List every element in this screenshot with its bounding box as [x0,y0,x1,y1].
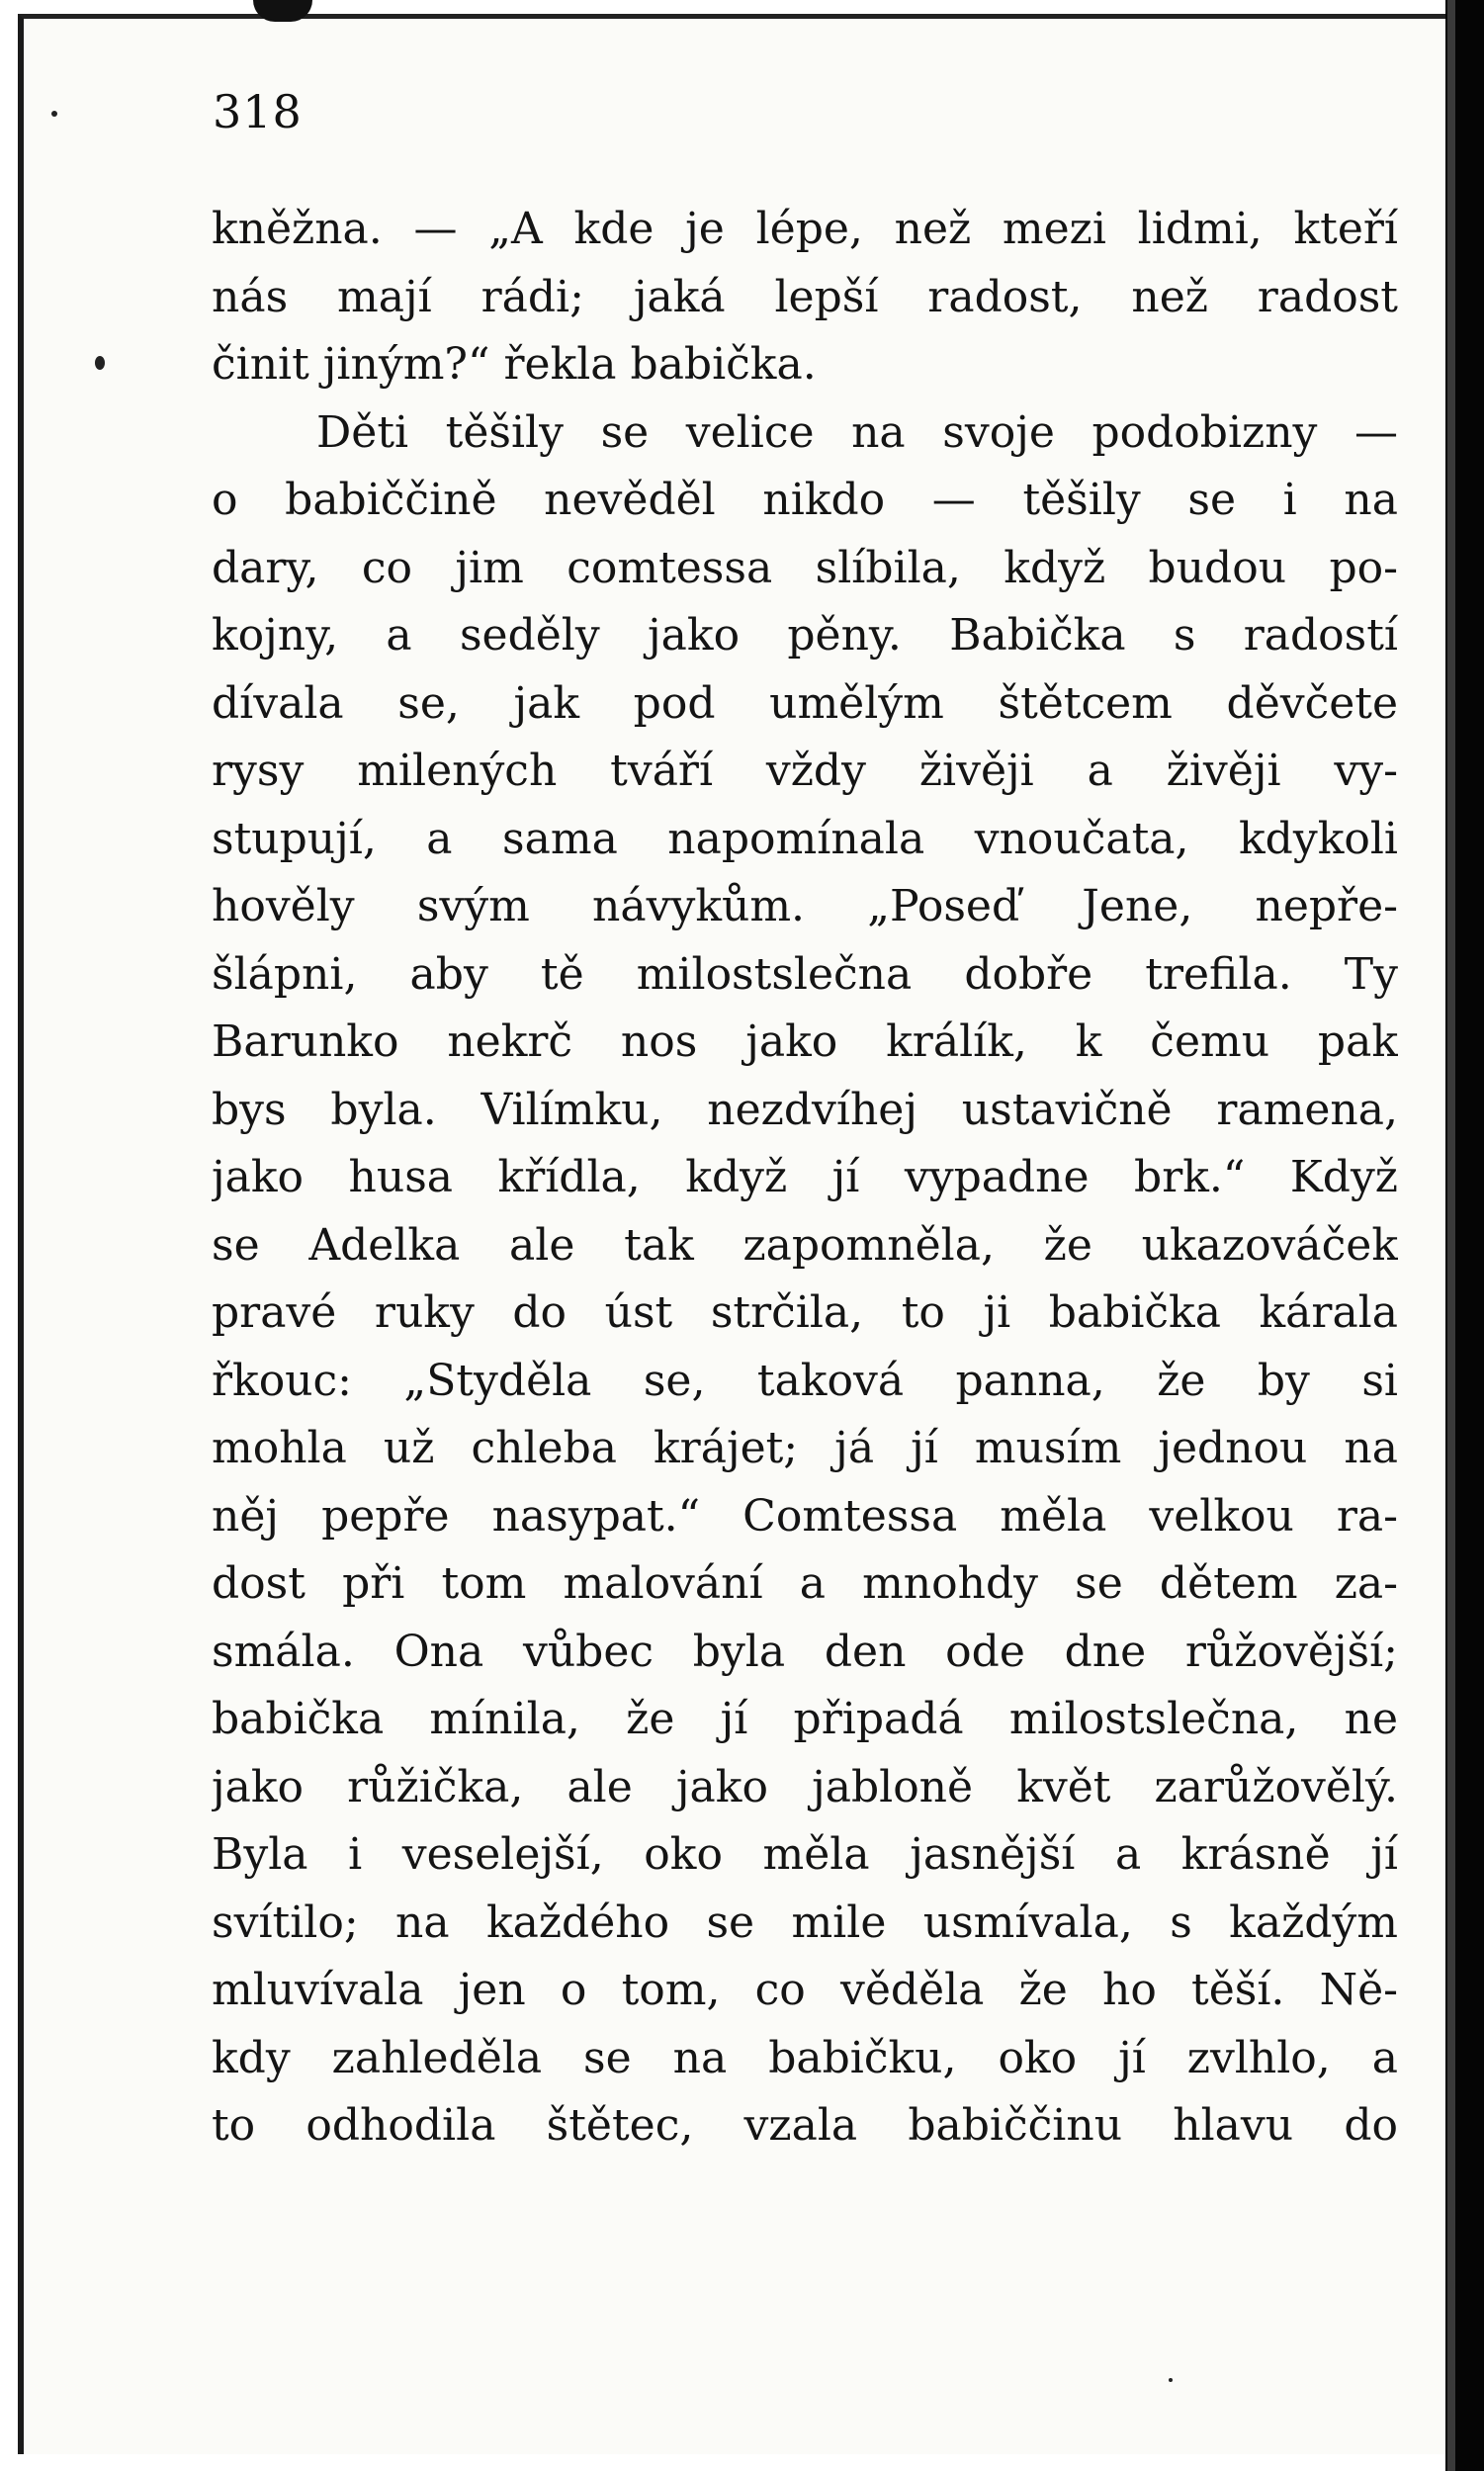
text-line: Byla i veselejší, oko měla jasnější a krásně jí [212,1829,1398,1880]
ink-speck [95,356,105,370]
text-line: řkouc: „Styděla se, taková panna, že by si [212,1355,1398,1406]
text-line: kněžna. — „A kde je lépe, než mezi lidmi, kteří [212,204,1398,254]
text-line: Barunko nekrč nos jako králík, k čemu pak [212,1016,1398,1067]
text-line: kdy zahleděla se na babičku, oko jí zvlhlo, a [212,2032,1398,2083]
text-line: jako růžička, ale jako jabloně květ zarůžovělý. [212,1761,1398,1812]
page-edge-highlight [1447,0,1455,2471]
text-line: babička mínila, že jí připadá milostslečna, ne [212,1694,1398,1744]
text-line: se Adelka ale tak zapomněla, že ukazováček [212,1219,1398,1271]
text-line: svítilo; na každého se mile usmívala, s každým [212,1897,1398,1948]
text-line: to odhodila štětec, vzala babiččinu hlavu do [212,2100,1398,2151]
body-text [212,196,1398,2161]
text-line: Děti těšily se velice na svoje podobizny — [316,406,1398,458]
text-line: o babiččině nevěděl nikdo — těšily se i na [212,475,1398,525]
text-line: něj pepře nasypat.“ Comtessa měla velkou ra- [212,1490,1398,1542]
text-line: dary, co jim comtessa slíbila, když budou po- [212,542,1398,593]
text-line: šlápni, aby tě milostslečna dobře trefila. Ty [212,948,1398,1000]
ink-speck [51,111,57,117]
text-line: mohla už chleba krájet; já jí musím jednou na [212,1423,1398,1473]
text-line: činit jiným?“ řekla babička. [212,339,817,390]
text-line: mluvívala jen o tom, co věděla že ho těší. Ně- [212,1965,1398,2015]
text-line: hověly svým návykům. „Poseď Jene, nepře- [212,881,1398,931]
text-line: kojny, a seděly jako pěny. Babička s radostí [212,610,1398,661]
text-line: dívala se, jak pod umělým štětcem děvčete [212,677,1398,729]
text-line: stupují, a sama napomínala vnoučata, kdykoli [212,813,1398,864]
text-line: jako husa křídla, když jí vypadne brk.“ Když [212,1152,1398,1202]
ink-speck [1169,2378,1173,2382]
text-line: pravé ruky do úst strčila, to ji babička kárala [212,1287,1398,1338]
text-line: nás mají rádi; jaká lepší radost, než radost [212,271,1398,322]
text-line: dost při tom malování a mnohdy se dětem za- [212,1558,1398,1609]
text-line: rysy milených tváří vždy živěji a živěji vy- [212,746,1398,796]
page-number: 318 [213,85,303,138]
text-line: smála. Ona vůbec byla den ode dne růžovější; [212,1626,1398,1677]
text-line: bys byla. Vilímku, nezdvíhej ustavičně ramena, [212,1084,1398,1135]
